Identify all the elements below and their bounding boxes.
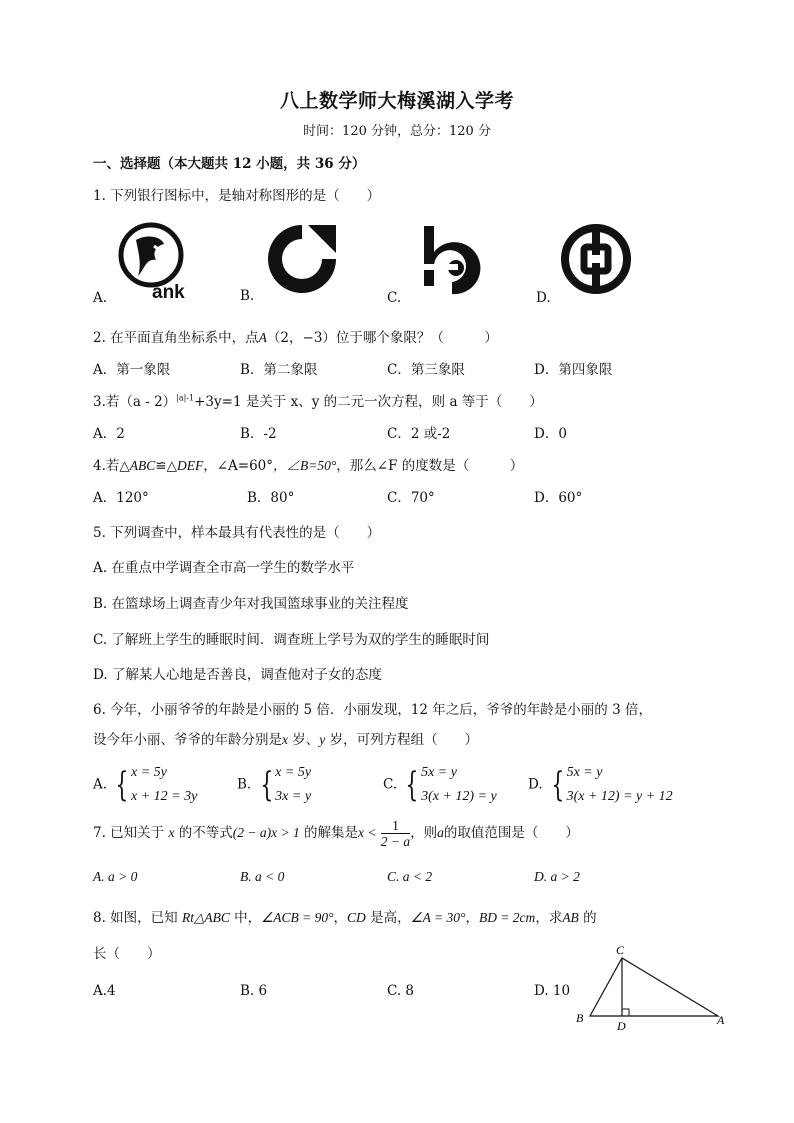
- q8-option-c: C. 8: [387, 983, 415, 999]
- right-angle-mark: [622, 1009, 629, 1016]
- q4-option-d: D．60°: [534, 490, 583, 506]
- q7-option-d: D. a > 2: [534, 869, 580, 884]
- q2-option-c: C．第三象限: [387, 362, 465, 378]
- q6-option-b: B. { x = 5y 3x = y: [237, 765, 312, 805]
- q6-option-d: D. { 5x = y 3(x + 12) = y + 12: [528, 765, 673, 805]
- question-2-stem: 2. 在平面直角坐标系中，点A（2，−3）位于哪个象限？（ ）: [93, 330, 498, 346]
- page-title: 八上数学师大梅溪湖入学考: [279, 90, 514, 112]
- q8-option-b: B. 6: [240, 983, 268, 999]
- q6-option-a: A. { x = 5y x + 12 = 3y: [93, 765, 198, 805]
- question-3-stem: 3.若（a - 2）$^{|a|-1}$+3y=1 是关于 x、y 的二元一次方程，则 a 等于（ ）: [93, 393, 543, 410]
- q1-option-d: D.: [536, 290, 551, 306]
- question-6-stem-line1: 6. 今年，小丽爷爷的年龄是小丽的 5 倍．小丽发现，12 年之后，爷爷的年龄是小丽的 3 倍，: [93, 702, 652, 718]
- triangle-abc: [590, 958, 718, 1016]
- label-b: B: [576, 1011, 584, 1025]
- question-5-stem: 5. 下列调查中，样本最具有代表性的是（ ）: [93, 525, 381, 541]
- q8-option-a: A.4: [93, 983, 116, 999]
- q7-option-c: C. a < 2: [387, 869, 433, 884]
- label-a: A: [717, 1013, 725, 1027]
- q2-option-d: D．第四象限: [534, 362, 613, 378]
- question-4-stem: 4.若△ABC≌△DEF，∠A=60°，∠B=50°，那么∠F 的度数是（ ）: [93, 458, 524, 474]
- q6-option-c: C. { 5x = y 3(x + 12) = y: [383, 765, 497, 805]
- q8-option-d: D. 10: [534, 983, 571, 999]
- question-1-stem: 1. 下列银行图标中，是轴对称图形的是（ ）: [93, 188, 381, 204]
- q4-option-a: A．120°: [93, 490, 149, 506]
- question-8-stem-line1: 8. 如图，已知 Rt△ABC 中，∠ACB = 90°，CD 是高，∠A = 30°，BD = 2cm，求AB 的: [93, 910, 597, 926]
- q7-option-a: A. a > 0: [93, 869, 138, 884]
- q4-option-b: B．80°: [247, 490, 295, 506]
- q1-option-a: A.: [93, 290, 108, 306]
- q5-option-d: D. 了解某人心地是否善良，调查他对子女的态度: [93, 667, 382, 683]
- bankcomm-logo: [418, 222, 494, 298]
- exam-info: 时间：120 分钟，总分：120 分: [303, 124, 491, 139]
- label-c: C: [616, 943, 625, 957]
- q3-option-b: B．-2: [240, 426, 277, 442]
- section-heading: 一、选择题（本大题共 12 小题，共 36 分）: [93, 156, 366, 172]
- q1-option-c: C.: [387, 290, 402, 306]
- ccb-logo: [264, 222, 340, 296]
- label-d: D: [617, 1019, 626, 1032]
- question-7-stem: 7. 已知关于 x 的不等式(2 − a)x > 1 的解集是x < $\frac{1}{2 - a}$ ，则a的取值范围是（ ）: [93, 818, 579, 849]
- q1-option-b: B.: [240, 288, 255, 304]
- q3-option-a: A．2: [93, 426, 125, 442]
- q5-option-b: B. 在篮球场上调查青少年对我国篮球事业的关注程度: [93, 596, 409, 612]
- bank-logo-ank: [116, 220, 194, 300]
- q2-option-b: B．第二象限: [240, 362, 318, 378]
- q5-option-c: C. 了解班上学生的睡眠时间．调查班上学号为双的学生的睡眠时间: [93, 632, 490, 648]
- q3-option-d: D．0: [534, 426, 567, 442]
- boc-logo: [560, 222, 632, 296]
- q3-option-c: C．2 或-2: [387, 426, 451, 442]
- q5-option-a: A. 在重点中学调查全市高一学生的数学水平: [93, 560, 355, 576]
- triangle-figure: [570, 940, 730, 1032]
- question-6-stem-line2: 设今年小丽、爷爷的年龄分别是x 岁、y 岁，可列方程组（ ）: [93, 732, 479, 748]
- q7-option-b: B. a < 0: [240, 869, 285, 884]
- logo-text: ank: [152, 282, 185, 300]
- q2-option-a: A．第一象限: [93, 362, 171, 378]
- q4-option-c: C．70°: [387, 490, 435, 506]
- question-8-stem-line2: 长（ ）: [93, 946, 161, 962]
